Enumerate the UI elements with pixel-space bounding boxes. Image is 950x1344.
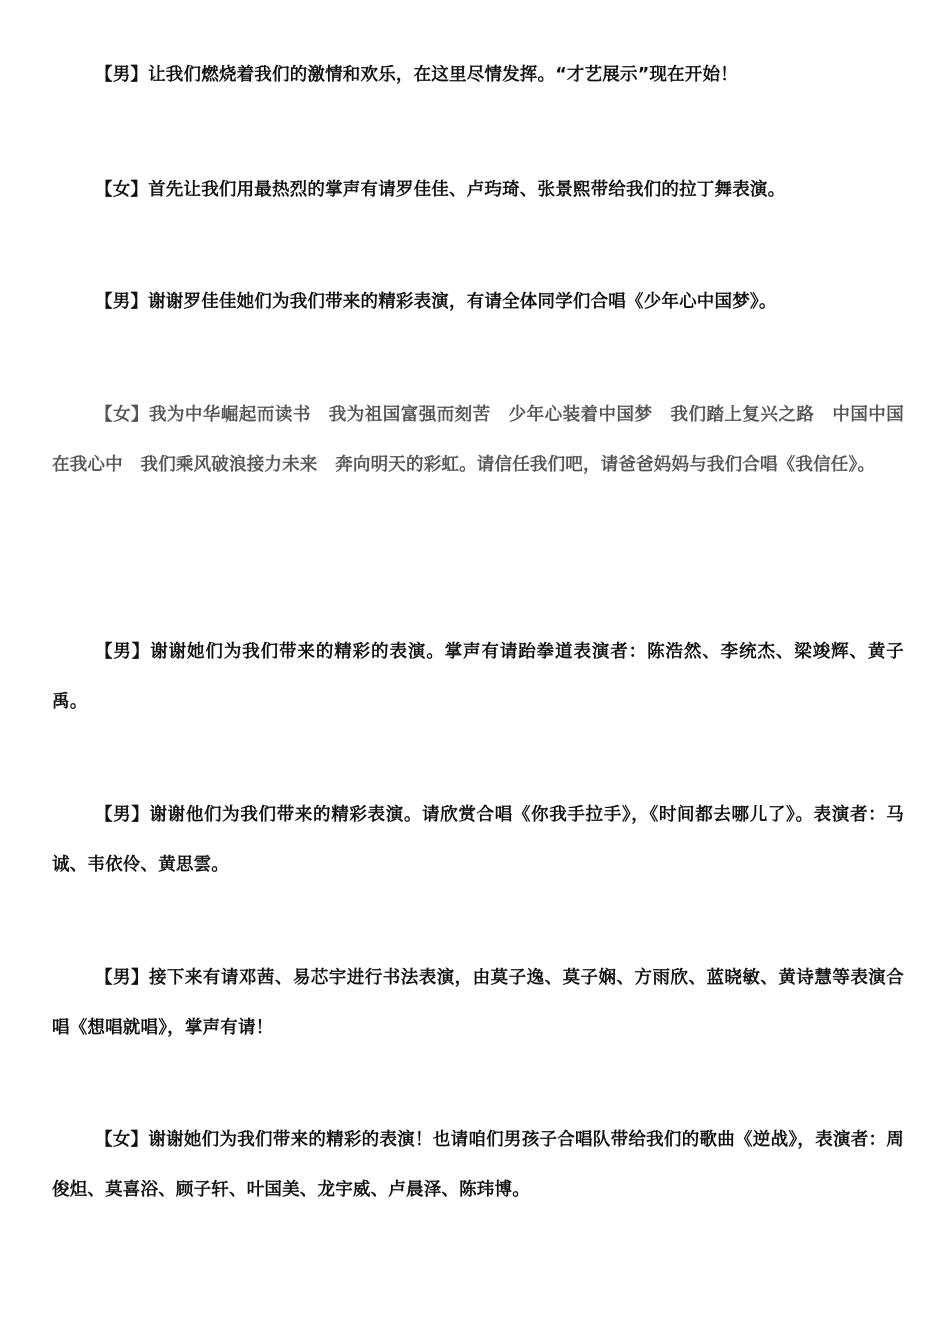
speaker-label: 【男】 [95,65,149,85]
speaker-label: 【男】 [95,642,151,662]
paragraph-2 [52,165,904,215]
paragraph-5 [52,627,904,727]
paragraph-text: 我为中华崛起而读书 我为祖国富强而刻苦 少年心装着中国梦 我们踏上复兴之路 中国中国在我心中 我们乘风破浪接力未来 奔向明天的彩虹。请信任我们吧，请爸爸妈妈与我们合唱《我信任》。 [52,405,904,475]
paragraph-8 [52,1115,904,1215]
speaker-label: 【女】 [95,180,149,200]
speaker-label: 【女】 [95,1130,149,1150]
paragraph-text: 谢谢罗佳佳她们为我们带来的精彩表演，有请全体同学们合唱《少年心中国梦》。 [148,292,777,312]
speaker-label: 【女】 [95,405,149,425]
paragraph-6 [52,790,904,890]
paragraph-3 [52,277,904,327]
paragraph-text: 谢谢她们为我们带来的精彩的表演！也请咱们男孩子合唱队带给我们的歌曲《逆战》，表演者：周俊炟、莫喜浴、顾子轩、叶国美、龙宇威、卢晨泽、陈玮博。 [52,1130,904,1200]
speaker-label: 【男】 [95,968,149,988]
paragraph-7 [52,953,904,1053]
speaker-label: 【男】 [95,805,150,825]
speaker-label: 【男】 [95,292,149,312]
paragraph-text: 谢谢他们为我们带来的精彩表演。请欣赏合唱《你我手拉手》，《时间都去哪儿了》。表演者：马诚、韦依伶、黄思雲。 [52,805,904,875]
paragraph-4 [52,390,904,490]
paragraph-text: 谢谢她们为我们带来的精彩的表演。掌声有请跆拳道表演者：陈浩然、李统杰、梁竣辉、黄子禹。 [52,642,904,712]
paragraph-text: 让我们燃烧着我们的激情和欢乐，在这里尽情发挥。“才艺展示”现在开始！ [148,65,738,85]
paragraph-text: 接下来有请邓茜、易芯宇进行书法表演，由莫子逸、莫子娴、方雨欣、蓝晓敏、黄诗慧等表演合唱《想唱就唱》，掌声有请！ [52,968,904,1038]
paragraph-1 [52,50,904,100]
paragraph-text: 首先让我们用最热烈的掌声有请罗佳佳、卢玙琦、张景熙带给我们的拉丁舞表演。 [148,180,786,200]
